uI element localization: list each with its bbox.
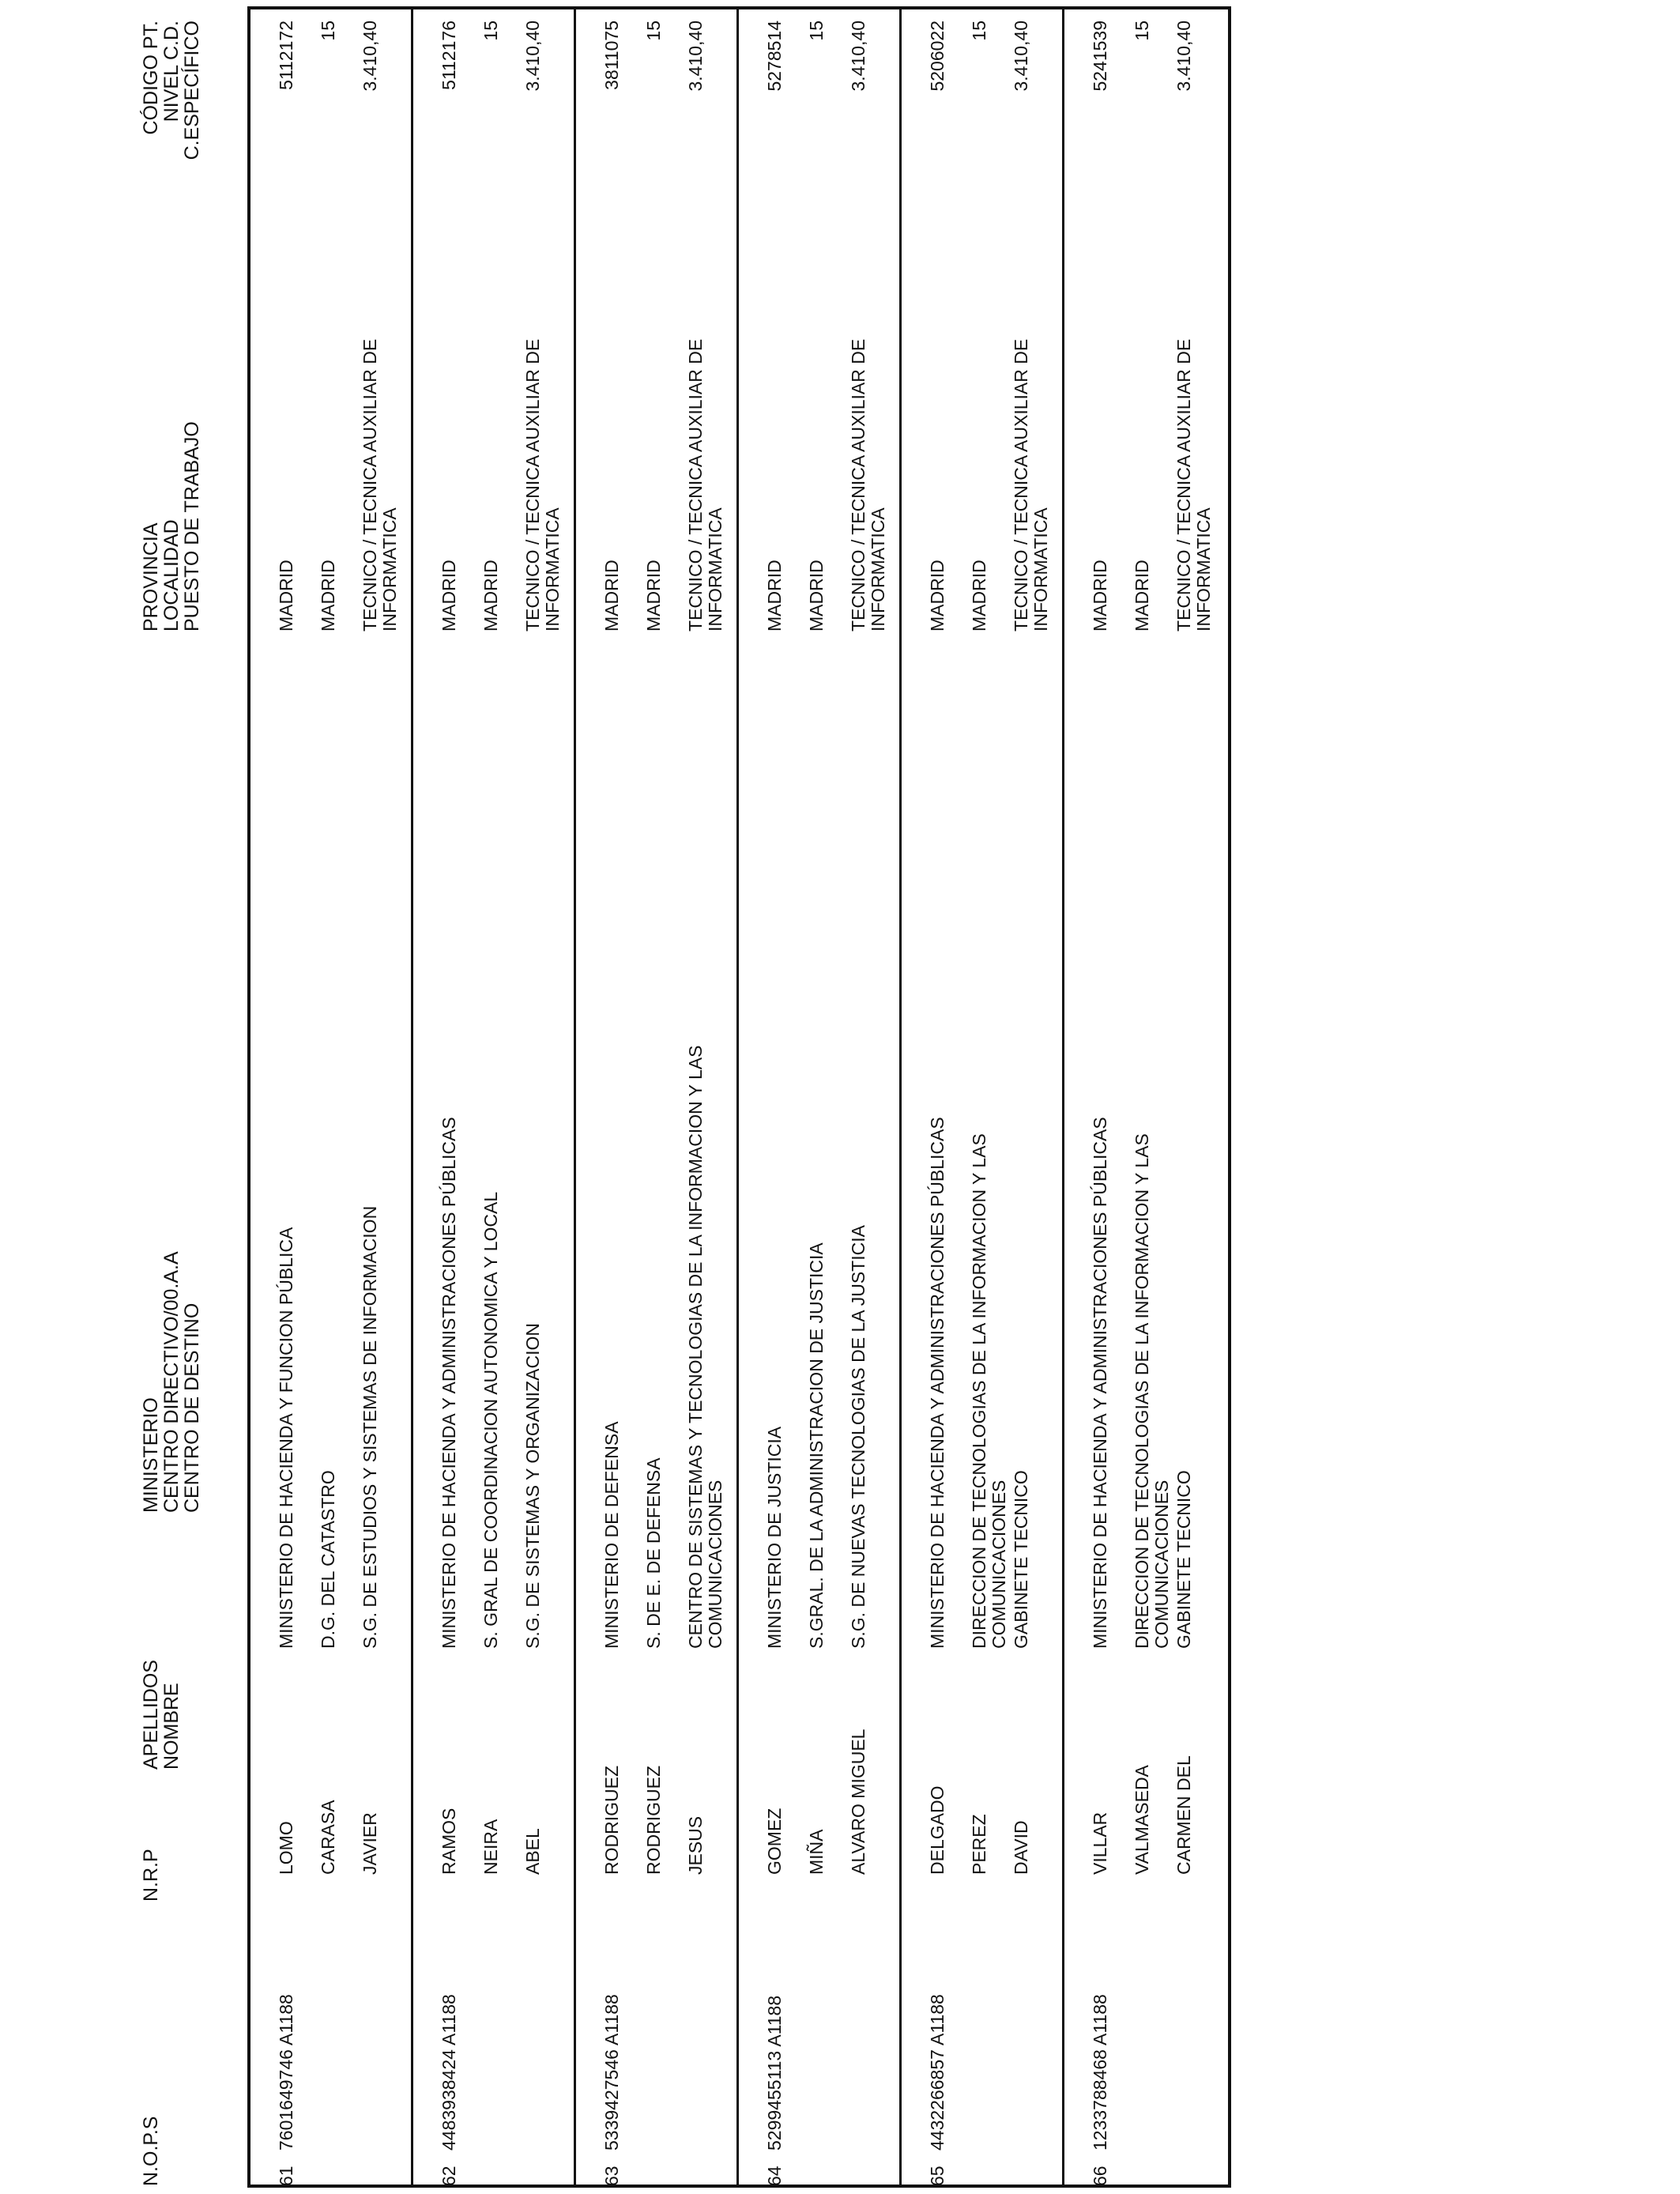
header-provincia: PROVINCIA [140,522,162,631]
cell-centro-directivo: S. DE E. DE DEFENSA [643,1457,664,1649]
cell-especifico: 3.410,40 [1173,21,1194,92]
cell-nombre: ALVARO MIGUEL [848,1728,868,1875]
cell-nivel: 15 [1132,21,1152,41]
cell-nivel: 15 [969,21,989,41]
cell-codigo: 5112176 [439,21,459,90]
cell-centro-directivo: D.G. DEL CATASTRO [318,1470,338,1649]
row-separator [1062,6,1064,2188]
cell-especifico: 3.410,40 [848,21,868,92]
cell-nrp: 4432266857 A1188 [927,1994,947,2151]
cell-puesto: TECNICO / TECNICA AUXILIAR DE INFORMATICA [360,338,400,631]
cell-nops: 63 [601,2166,622,2186]
cell-ministerio: MINISTERIO DE HACIENDA Y ADMINISTRACIONES PÚBLICAS [927,1117,947,1649]
cell-localidad: MADRID [480,560,501,631]
cell-provincia: MADRID [601,560,622,631]
cell-nivel: 15 [643,21,664,41]
cell-nombre: JAVIER [360,1812,380,1875]
header-ministerio: MINISTERIO [140,1397,162,1513]
cell-centro-directivo: DIRECCION DE TECNOLOGIAS DE LA INFORMACION Y LAS COMUNICACIONES [1132,1133,1172,1649]
cell-especifico: 3.410,40 [522,21,543,92]
table-frame [247,6,1231,2188]
cell-especifico: 3.410,40 [360,21,380,92]
cell-apellido1: RODRIGUEZ [601,1766,622,1875]
cell-provincia: MADRID [276,560,296,631]
cell-centro-directivo: DIRECCION DE TECNOLOGIAS DE LA INFORMACION Y LAS COMUNICACIONES [969,1133,1009,1649]
cell-localidad: MADRID [806,560,827,631]
header-especifico: C.ESPECÍFICO [181,21,203,160]
cell-nivel: 15 [806,21,827,41]
cell-puesto: TECNICO / TECNICA AUXILIAR DE INFORMATICA [685,338,725,631]
cell-puesto: TECNICO / TECNICA AUXILIAR DE INFORMATICA [1173,338,1214,631]
row-separator [574,6,576,2188]
cell-codigo: 3811075 [601,21,622,90]
cell-centro-destino: S.G. DE ESTUDIOS Y SISTEMAS DE INFORMACION [360,1205,380,1649]
header-nombre: NOMBRE [160,1683,183,1770]
cell-localidad: MADRID [969,560,989,631]
cell-provincia: MADRID [927,560,947,631]
cell-nops: 64 [764,2166,785,2186]
cell-nrp: 4483938424 A1188 [439,1994,459,2151]
cell-nops: 62 [439,2166,459,2186]
header-nrp: N.R.P [140,1849,162,1902]
cell-centro-destino: S.G. DE SISTEMAS Y ORGANIZACION [522,1323,543,1649]
cell-apellido2: PEREZ [969,1814,989,1875]
row-separator [736,6,739,2188]
cell-apellido2: NEIRA [480,1819,501,1875]
header-codigo: CÓDIGO PT. [140,21,162,135]
cell-provincia: MADRID [764,560,785,631]
cell-apellido1: VILLAR [1090,1811,1110,1875]
row-separator [411,6,413,2188]
cell-nrp: 1233788468 A1188 [1090,1994,1110,2151]
cell-ministerio: MINISTERIO DE JUSTICIA [764,1426,785,1649]
cell-especifico: 3.410,40 [1011,21,1031,92]
header-apellidos: APELLIDOS [140,1660,162,1770]
cell-provincia: MADRID [1090,560,1110,631]
cell-apellido2: MIÑA [806,1829,827,1875]
cell-nrp: 5299455113 A1188 [764,1995,785,2151]
cell-ministerio: MINISTERIO DE HACIENDA Y ADMINISTRACIONES PÚBLICAS [439,1117,459,1649]
cell-nombre: DAVID [1011,1820,1031,1875]
cell-localidad: MADRID [318,560,338,631]
cell-apellido2: VALMASEDA [1132,1765,1152,1875]
cell-centro-destino: GABINETE TECNICO [1011,1470,1031,1649]
cell-provincia: MADRID [439,560,459,631]
header-centro-destino: CENTRO DE DESTINO [181,1302,203,1513]
cell-ministerio: MINISTERIO DE HACIENDA Y ADMINISTRACIONES PÚBLICAS [1090,1117,1110,1649]
cell-puesto: TECNICO / TECNICA AUXILIAR DE INFORMATICA [848,338,888,631]
cell-nrp: 5339427546 A1188 [601,1994,622,2151]
cell-nombre: CARMEN DEL [1173,1755,1194,1875]
cell-especifico: 3.410,40 [685,21,706,92]
cell-apellido2: CARASA [318,1800,338,1875]
cell-apellido1: RAMOS [439,1808,459,1875]
cell-nivel: 15 [480,21,501,41]
cell-centro-destino: CENTRO DE SISTEMAS Y TECNOLOGIAS DE LA INFORMACION Y LAS COMUNICACIONES [685,1045,725,1649]
cell-nivel: 15 [318,21,338,41]
cell-codigo: 5278514 [764,21,785,92]
cell-centro-destino: GABINETE TECNICO [1173,1470,1194,1649]
header-nops: N.O.P.S [140,2116,162,2186]
cell-codigo: 5206022 [927,21,947,92]
header-puesto: PUESTO DE TRABAJO [181,421,203,631]
cell-apellido1: LOMO [276,1821,296,1875]
cell-localidad: MADRID [1132,560,1152,631]
cell-nombre: JESUS [685,1815,706,1875]
cell-codigo: 5112172 [276,21,296,90]
cell-puesto: TECNICO / TECNICA AUXILIAR DE INFORMATICA [522,338,563,631]
cell-apellido2: RODRIGUEZ [643,1766,664,1875]
cell-centro-directivo: S.GRAL. DE LA ADMINISTRACION DE JUSTICIA [806,1242,827,1649]
cell-apellido1: GOMEZ [764,1808,785,1875]
header-localidad: LOCALIDAD [160,519,183,631]
cell-apellido1: DELGADO [927,1785,947,1875]
cell-nops: 65 [927,2166,947,2186]
cell-centro-directivo: S. GRAL DE COORDINACION AUTONOMICA Y LOCAL [480,1191,501,1649]
cell-localidad: MADRID [643,560,664,631]
cell-ministerio: MINISTERIO DE HACIENDA Y FUNCION PÚBLICA [276,1227,296,1649]
cell-centro-destino: S.G. DE NUEVAS TECNOLOGIAS DE LA JUSTICIA [848,1225,868,1649]
cell-nops: 61 [276,2166,296,2186]
cell-nrp: 7601649746 A1188 [276,1994,296,2151]
row-separator [899,6,902,2188]
header-centro-directivo: CENTRO DIRECTIVO/00.A.A [160,1251,183,1513]
cell-ministerio: MINISTERIO DE DEFENSA [601,1421,622,1649]
header-nivel: NIVEL C.D. [160,21,183,123]
cell-nops: 66 [1090,2166,1110,2186]
cell-puesto: TECNICO / TECNICA AUXILIAR DE INFORMATICA [1011,338,1051,631]
cell-codigo: 5241539 [1090,21,1110,92]
cell-nombre: ABEL [522,1828,543,1875]
